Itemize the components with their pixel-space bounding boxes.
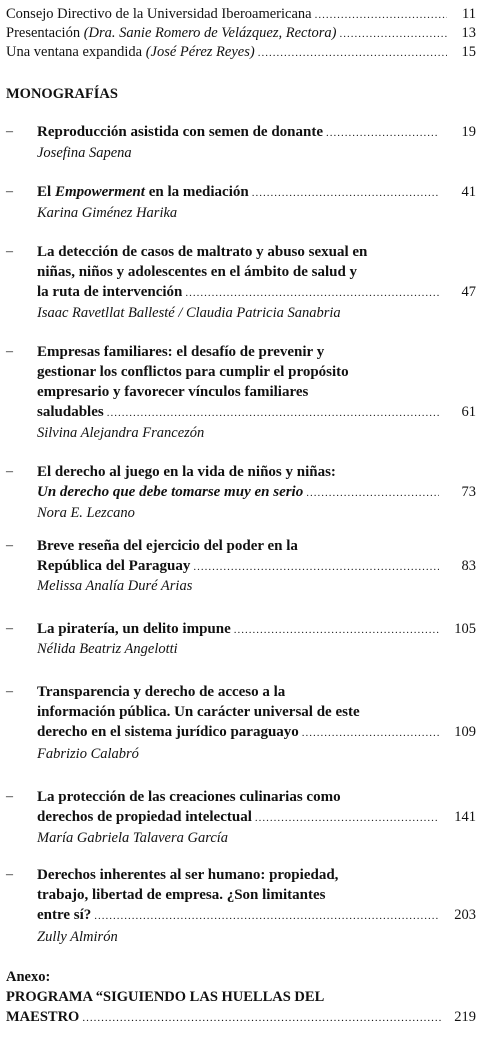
article-author: Fabrizio Calabró bbox=[37, 746, 139, 762]
title-line: Un derecho que debe tomarse muy en serio bbox=[37, 484, 304, 500]
title-line: niñas, niños y adolescentes en el ámbito de salud y bbox=[37, 264, 358, 280]
dot-leader bbox=[326, 123, 439, 143]
title-line: República del Paraguay bbox=[37, 558, 191, 574]
article-author: Nora E. Lezcano bbox=[37, 505, 135, 521]
page-number: 73 bbox=[461, 484, 476, 500]
toc-entry-article-2[interactable] bbox=[37, 182, 476, 203]
dot-leader bbox=[252, 183, 439, 203]
title-line: La protección de las creaciones culinarias como bbox=[37, 789, 341, 805]
dot-leader bbox=[234, 620, 439, 640]
toc-entry-article-9[interactable] bbox=[37, 787, 476, 828]
title-line: La detección de casos de maltrato y abuso sexual en bbox=[37, 244, 368, 260]
toc-entry-annex[interactable] bbox=[6, 967, 476, 1028]
page-number: 13 bbox=[461, 25, 476, 41]
page-number: 15 bbox=[461, 44, 476, 60]
dot-leader bbox=[302, 723, 439, 743]
title-line: El derecho al juego en la vida de niños y niñas: bbox=[37, 464, 336, 480]
dot-leader bbox=[306, 483, 439, 503]
entry-title: Presentación bbox=[6, 25, 81, 41]
page-number: 41 bbox=[461, 184, 476, 200]
article-author: María Gabriela Talavera García bbox=[37, 830, 229, 846]
annex-title-line: PROGRAMA “SIGUIENDO LAS HUELLAS DEL bbox=[6, 989, 325, 1005]
toc-entry-article-10[interactable] bbox=[37, 865, 476, 926]
annex-title-line: MAESTRO bbox=[6, 1009, 80, 1025]
toc-entry-article-1[interactable] bbox=[37, 122, 476, 143]
title-line: en la mediación bbox=[144, 184, 249, 200]
toc-entry-article-4[interactable] bbox=[37, 342, 476, 423]
title-line: trabajo, libertad de empresa. ¿Son limitantes bbox=[37, 887, 326, 903]
dash-bullet: – bbox=[6, 538, 13, 553]
entry-title: Una ventana expandida bbox=[6, 44, 143, 60]
title-line: Transparencia y derecho de acceso a la bbox=[37, 684, 286, 700]
dot-leader bbox=[107, 403, 439, 423]
dash-bullet: – bbox=[6, 684, 13, 699]
title-line: Reproducción asistida con semen de donante bbox=[37, 124, 323, 140]
page-number: 203 bbox=[454, 907, 476, 923]
dot-leader bbox=[255, 808, 439, 828]
article-author: Karina Giménez Harika bbox=[37, 205, 178, 221]
title-line: Breve reseña del ejercicio del poder en la bbox=[37, 538, 298, 554]
page-number: 105 bbox=[454, 621, 476, 637]
toc-entry-presentacion[interactable] bbox=[6, 24, 476, 43]
title-line: gestionar los conflictos para cumplir el propósito bbox=[37, 364, 349, 380]
toc-entry-article-5[interactable] bbox=[37, 462, 476, 503]
title-line: La piratería, un delito impune bbox=[37, 621, 231, 637]
dash-bullet: – bbox=[6, 621, 13, 636]
dash-bullet: – bbox=[6, 344, 13, 359]
title-line: derechos de propiedad intelectual bbox=[37, 809, 252, 825]
dash-bullet: – bbox=[6, 124, 13, 139]
title-line: derecho en el sistema jurídico paraguayo bbox=[37, 724, 299, 740]
article-author: Melissa Analía Duré Arias bbox=[37, 578, 193, 594]
dash-bullet: – bbox=[6, 789, 13, 804]
dot-leader bbox=[193, 557, 439, 577]
article-author: Zully Almirón bbox=[37, 929, 118, 945]
toc-entry-article-7[interactable] bbox=[37, 619, 476, 640]
article-author: Nélida Beatriz Angelotti bbox=[37, 641, 178, 657]
page-number: 219 bbox=[454, 1009, 476, 1025]
page-number: 61 bbox=[461, 404, 476, 420]
article-author: Silvina Alejandra Francezón bbox=[37, 425, 205, 441]
dot-leader bbox=[315, 6, 447, 24]
dot-leader bbox=[82, 1008, 443, 1028]
article-author: Josefina Sapena bbox=[37, 145, 132, 161]
page-number: 11 bbox=[462, 6, 476, 22]
entry-title: Consejo Directivo de la Universidad Iberoamericana bbox=[6, 6, 312, 22]
toc-entry-article-3[interactable] bbox=[37, 242, 476, 303]
dot-leader bbox=[185, 283, 439, 303]
title-line: El bbox=[37, 184, 55, 200]
dash-bullet: – bbox=[6, 244, 13, 259]
entry-author: (José Pérez Reyes) bbox=[145, 44, 255, 60]
toc-entry-ventana[interactable] bbox=[6, 43, 476, 62]
title-line: entre sí? bbox=[37, 907, 92, 923]
dash-bullet: – bbox=[6, 464, 13, 479]
page-number: 19 bbox=[461, 124, 476, 140]
title-line: información pública. Un carácter universal de este bbox=[37, 704, 360, 720]
page-number: 109 bbox=[454, 724, 476, 740]
title-line: saludables bbox=[37, 404, 104, 420]
toc-entry-consejo[interactable] bbox=[6, 5, 476, 24]
page-number: 141 bbox=[454, 809, 476, 825]
page-number: 83 bbox=[461, 558, 476, 574]
dot-leader bbox=[94, 906, 439, 926]
annex-label: Anexo: bbox=[6, 969, 51, 985]
dot-leader bbox=[258, 44, 447, 62]
title-line: Empresas familiares: el desafío de prevenir y bbox=[37, 344, 325, 360]
entry-author: (Dra. Sanie Romero de Velázquez, Rectora) bbox=[83, 25, 337, 41]
title-line: empresario y favorecer vínculos familiares bbox=[37, 384, 309, 400]
title-line: Derechos inherentes al ser humano: propiedad, bbox=[37, 867, 339, 883]
dash-bullet: – bbox=[6, 184, 13, 199]
toc-entry-article-8[interactable] bbox=[37, 682, 476, 743]
title-line: la ruta de intervención bbox=[37, 284, 183, 300]
dash-bullet: – bbox=[6, 867, 13, 882]
toc-entry-article-6[interactable] bbox=[37, 536, 476, 577]
dot-leader bbox=[339, 25, 447, 43]
section-heading: MONOGRAFÍAS bbox=[6, 86, 118, 102]
page-number: 47 bbox=[461, 284, 476, 300]
title-emphasis: Empowerment bbox=[54, 184, 145, 200]
article-author: Isaac Ravetllat Ballesté / Claudia Patricia Sanabria bbox=[37, 305, 341, 321]
